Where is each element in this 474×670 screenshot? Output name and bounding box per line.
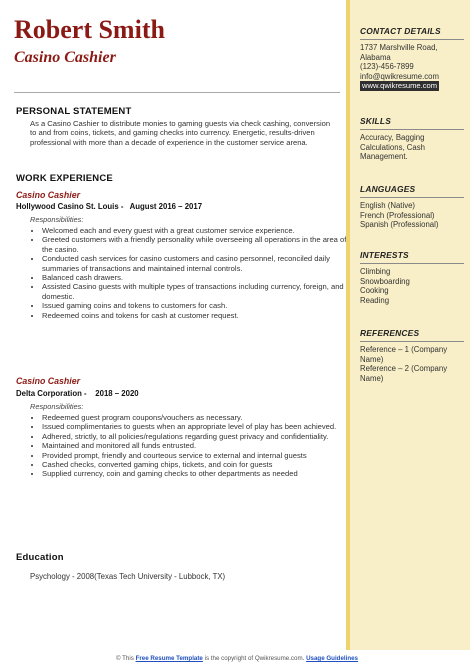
personal-statement-title: PERSONAL STATEMENT bbox=[16, 106, 132, 117]
reference-line: Name) bbox=[360, 354, 384, 364]
list-item: • Issued gaming coins and tokens to customers for cash. bbox=[42, 301, 348, 310]
usage-guidelines-link[interactable]: Usage Guidelines bbox=[306, 655, 359, 662]
contact-section bbox=[360, 26, 464, 91]
footer-copyright-text: is the copyright of Qwikresume.com. bbox=[204, 655, 305, 662]
job-title: Casino Cashier bbox=[16, 190, 81, 200]
skills-section bbox=[360, 116, 464, 162]
reference-line: Name) bbox=[360, 373, 384, 383]
languages-title: LANGUAGES bbox=[360, 184, 464, 198]
resume-header bbox=[14, 16, 338, 68]
job-company bbox=[16, 202, 202, 211]
education-title: Education bbox=[16, 552, 64, 563]
list-item: • Assisted Casino guests with multiple types of transactions including currency, foreign, and domestic. bbox=[42, 282, 348, 301]
candidate-role: Casino Cashier bbox=[14, 49, 116, 66]
list-item: • Maintained and monitored all funds entrusted. bbox=[42, 441, 348, 450]
list-item: • Redeemed guest program coupons/vouchers as necessary. bbox=[42, 413, 348, 422]
language-item: English (Native) bbox=[360, 201, 416, 210]
contact-title: CONTACT DETAILS bbox=[360, 26, 464, 40]
list-item: • Adhered, strictly, to all policies/regulations regarding guest privacy and confidentiality. bbox=[42, 432, 348, 441]
job-bullets bbox=[30, 413, 348, 479]
interests-section bbox=[360, 250, 464, 305]
skills-line: Management. bbox=[360, 152, 408, 162]
interest-item: Cooking bbox=[360, 286, 389, 296]
list-item: • Issued complimentaries to guests when an appropriate level of play has been achieved. bbox=[42, 422, 348, 431]
interest-item: Snowboarding bbox=[360, 276, 410, 286]
responsibilities-label: Responsibilities: bbox=[30, 215, 84, 224]
education-entry: Psychology - 2008(Texas Tech University - Lubbock, TX) bbox=[30, 572, 226, 581]
skills-title: SKILLS bbox=[360, 116, 464, 130]
list-item: • Balanced cash drawers. bbox=[42, 273, 348, 282]
website-link[interactable]: www.qwikresume.com bbox=[362, 81, 438, 91]
list-item: • Welcomed each and every guest with a great customer service experience. bbox=[42, 226, 348, 235]
personal-statement-text: As a Casino Cashier to distribute monies to gaming guests via check cashing, conversion to and from coins, tickets, and gaming checks into currency. Energetic, results-driven professional with more than a decade of experience in the customer service arena. bbox=[30, 119, 331, 147]
skills-line: Calculations, Cash bbox=[360, 142, 426, 152]
work-experience-title: WORK EXPERIENCE bbox=[16, 173, 113, 184]
job-title: Casino Cashier bbox=[16, 376, 81, 386]
list-item: • Redeemed coins and tokens for cash at customer request. bbox=[42, 311, 348, 320]
interest-item: Reading bbox=[360, 295, 390, 305]
job-company bbox=[16, 389, 139, 398]
interests-title: INTERESTS bbox=[360, 250, 464, 264]
responsibilities-label: Responsibilities: bbox=[30, 402, 84, 411]
list-item: • Provided prompt, friendly and courteous service to external and internal guests bbox=[42, 451, 348, 460]
language-item: French (Professional) bbox=[360, 210, 435, 220]
list-item: • Conducted cash services for casino customers and casino personnel, reconciled daily summaries of transactions and maintained internal controls. bbox=[42, 254, 348, 273]
language-item: Spanish (Professional) bbox=[360, 220, 439, 230]
footer bbox=[0, 655, 474, 662]
job-company-name: Hollywood Casino St. Louis - bbox=[16, 202, 124, 211]
list-item: • Supplied currency, coin and gaming checks to other departments as needed bbox=[42, 469, 348, 478]
interest-item: Climbing bbox=[360, 267, 391, 276]
list-item: • Cashed checks, converted gaming chips, tickets, and coin for guests bbox=[42, 460, 348, 469]
job-dates: August 2016 – 2017 bbox=[129, 202, 203, 211]
footer-prefix: © This bbox=[115, 655, 134, 662]
reference-line: Reference – 1 (Company bbox=[360, 345, 448, 354]
languages-section bbox=[360, 184, 464, 230]
candidate-name: Robert Smith bbox=[14, 15, 165, 44]
free-resume-template-link[interactable]: Free Resume Template bbox=[135, 655, 203, 662]
references-title: REFERENCES bbox=[360, 328, 464, 342]
sidebar bbox=[346, 0, 470, 650]
address-line-2: Alabama bbox=[360, 52, 391, 62]
address-line-1: 1737 Marshville Road, bbox=[360, 43, 438, 52]
email-address[interactable]: info@qwikresume.com bbox=[360, 71, 439, 81]
reference-line: Reference – 2 (Company bbox=[360, 364, 448, 374]
skills-line: Accuracy, Bagging bbox=[360, 133, 425, 142]
header-divider bbox=[14, 92, 340, 93]
list-item: • Greeted customers with a friendly personality while overseeing all operations in the area of the casino. bbox=[42, 235, 348, 254]
phone-number: (123)-456-7899 bbox=[360, 62, 414, 72]
job-company-name: Delta Corporation - bbox=[16, 389, 87, 398]
references-section bbox=[360, 328, 464, 383]
job-dates: 2018 – 2020 bbox=[95, 389, 139, 398]
job-bullets bbox=[30, 226, 348, 320]
